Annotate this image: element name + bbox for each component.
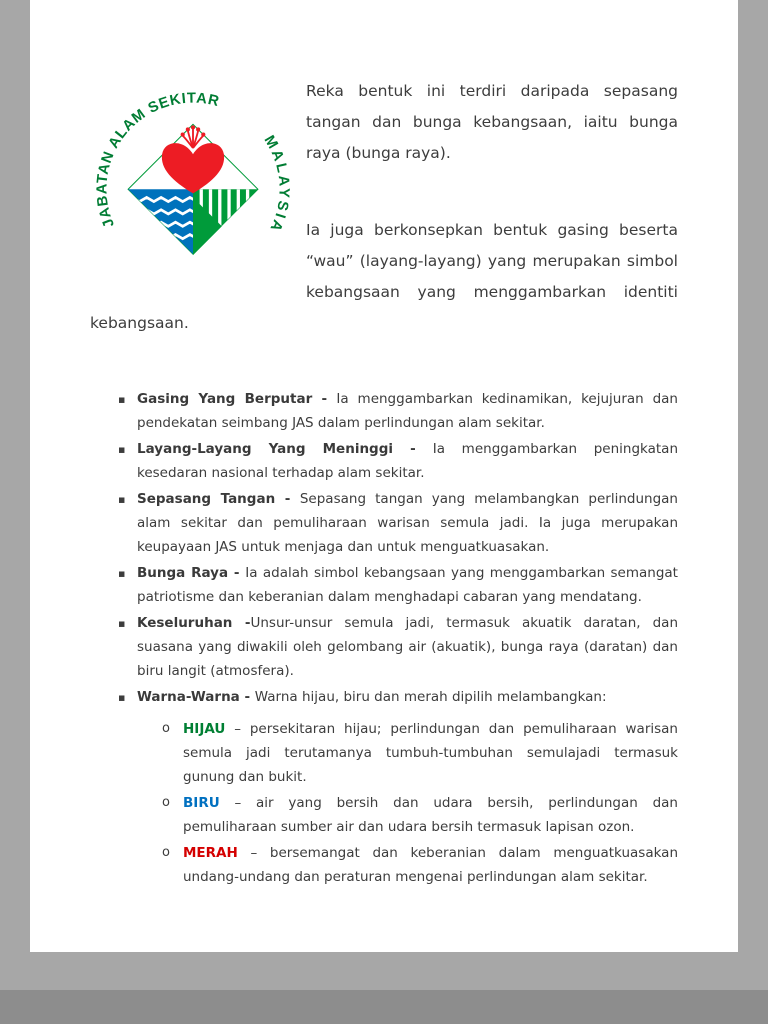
feature-list [118,387,678,709]
document-page [30,0,738,952]
sub-bullet-icon: o [162,795,170,810]
bullet-icon: ▪ [118,493,126,506]
list-item [118,561,678,609]
list-item-body: – persekitaran hijau; perlindungan dan pemuliharaan warisan semula jadi terutamanya tumbuh-tumbuhan semulajadi termasuk gunung dan bukit. [183,721,678,785]
list-item-body: Sepasang tangan yang melambangkan perlindungan alam sekitar dan pemuliharaan warisan semula jadi. Ia juga merupakan keupayaan JAS untuk menjaga dan untuk menguatkuasakan. [137,491,678,555]
color-term-hijau: HIJAU [183,721,226,737]
color-term-biru: BIRU [183,795,220,811]
bullet-icon: ▪ [118,393,126,406]
list-item [162,841,678,889]
intro-section [90,76,678,339]
jas-logo-svg [90,76,296,288]
logo-diamond-icon [125,124,258,258]
bullet-icon: ▪ [118,617,126,630]
logo-arc-text-top: JABATAN ALAM SEKITAR [94,90,222,230]
list-item-title: Layang-Layang Yang Meninggi - [137,441,433,457]
list-item [118,387,678,435]
list-item-body: Ia adalah simbol kebangsaan yang menggambarkan semangat patriotisme dan keberanian dalam menghadapi cabaran yang mendatang. [137,565,678,605]
list-item [162,717,678,789]
list-item-body: – air yang bersih dan udara bersih, perlindungan dan pemuliharaan sumber air dan udara bersih termasuk lapisan ozon. [183,795,678,835]
list-item-body: Unsur-unsur semula jadi, termasuk akuatik daratan, dan suasana yang diwakili oleh gelombang air (akuatik), bunga raya (daratan) dan biru langit (atmosfera). [137,615,679,679]
bullet-icon: ▪ [118,443,126,456]
list-item-title: Gasing Yang Berputar - [137,391,337,407]
list-item-title: Bunga Raya - [137,565,246,581]
list-item-body: Ia menggambarkan kedinamikan, kejujuran dan pendekatan seimbang JAS dalam perlindungan alam sekitar. [137,391,678,431]
intro-paragraph-2: Ia juga berkonsepkan bentuk gasing beserta “wau” (layang-layang) yang merupakan simbol kebangsaan yang menggambarkan identiti kebangsaan. [90,221,678,332]
list-item-title: Warna-Warna - [137,689,255,705]
page-gap [0,990,768,1024]
list-item-title: Keseluruhan - [137,615,251,631]
list-item [118,437,678,485]
bullet-icon: ▪ [118,691,126,704]
list-item-body: Warna hijau, biru dan merah dipilih melambangkan: [254,689,607,705]
list-item-body: Ia menggambarkan peningkatan kesedaran nasional terhadap alam sekitar. [137,441,678,481]
logo-arc-text-right: MALAYSIA [260,133,292,236]
list-item [118,487,678,559]
sub-bullet-icon: o [162,721,170,736]
bullet-icon: ▪ [118,567,126,580]
list-item-body: – bersemangat dan keberanian dalam menguatkuasakan undang-undang dan peraturan mengenai perlindungan alam sekitar. [183,845,678,885]
list-item [118,685,678,709]
color-term-merah: MERAH [183,845,238,861]
list-item [118,611,678,683]
color-meaning-list [162,717,678,889]
list-item [162,791,678,839]
jas-logo [90,76,296,288]
list-item-title: Sepasang Tangan - [137,491,300,507]
sub-bullet-icon: o [162,845,170,860]
intro-paragraph-1: Reka bentuk ini terdiri daripada sepasang tangan dan bunga kebangsaan, iaitu bunga raya (bunga raya). [306,82,678,162]
